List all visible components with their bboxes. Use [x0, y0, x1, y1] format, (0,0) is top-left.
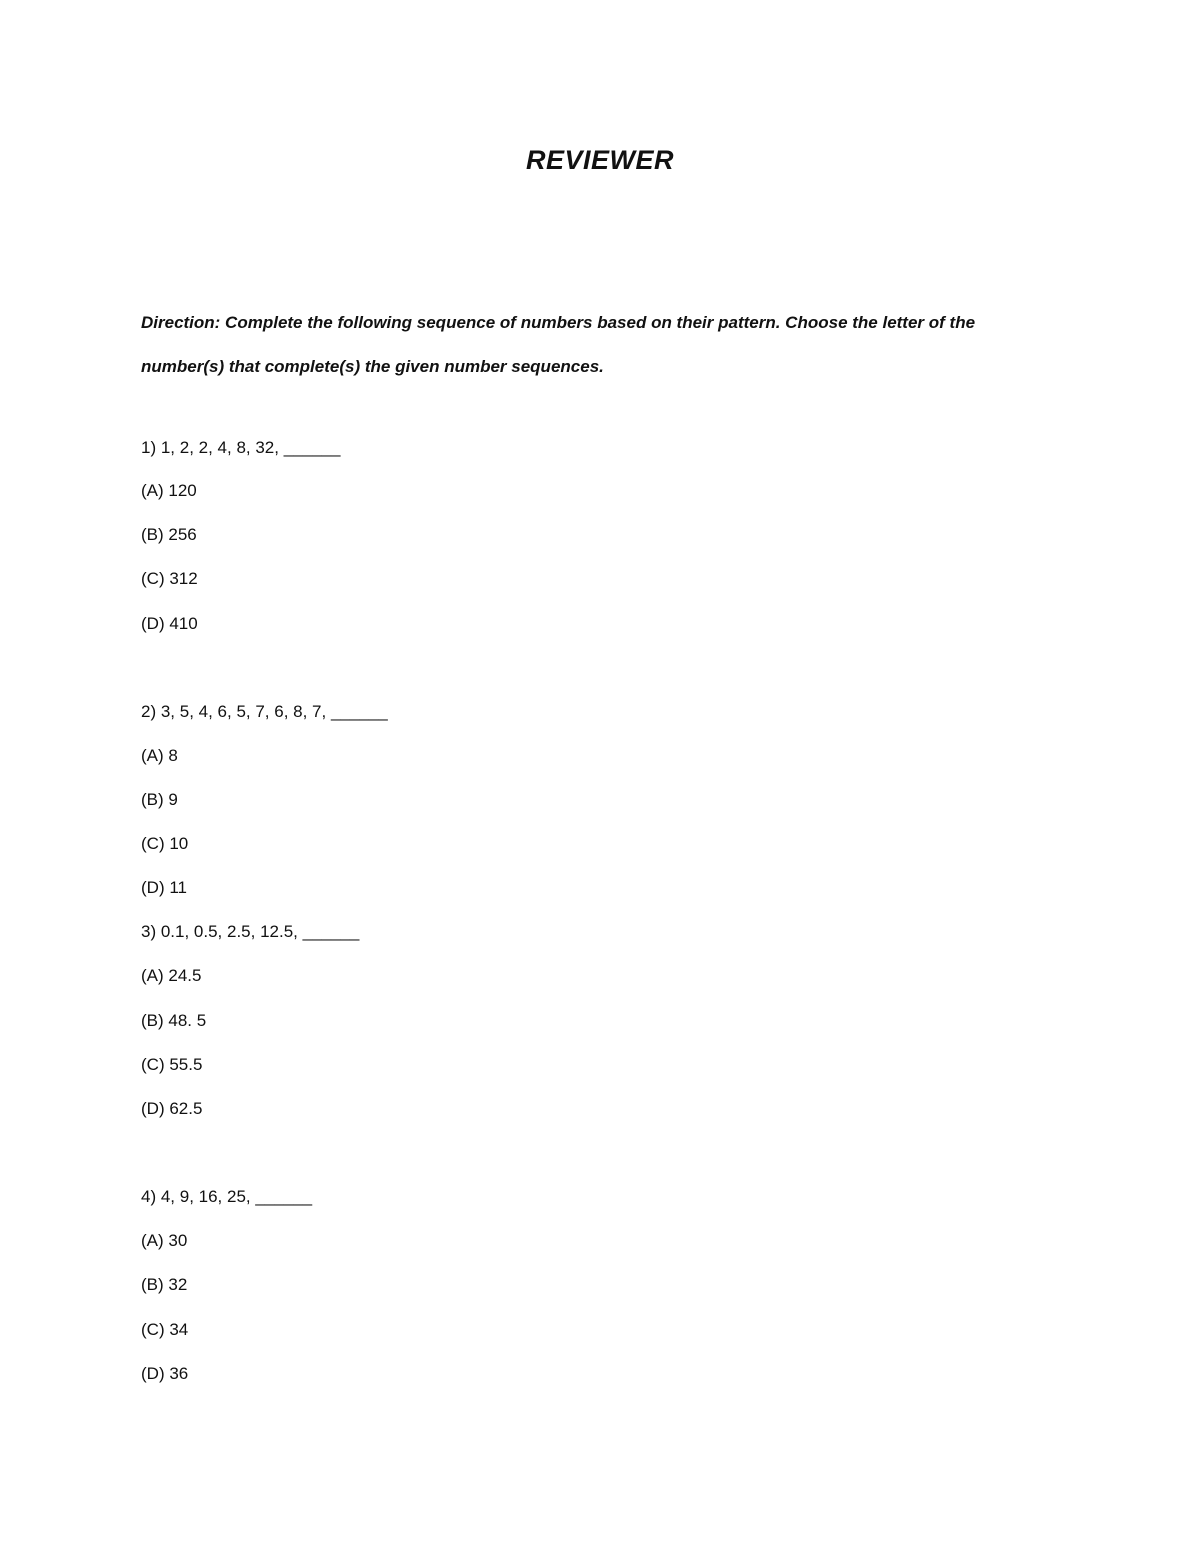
question-4-option-a: (A) 30 [141, 1231, 188, 1250]
question-1-option-d: (D) 410 [141, 614, 198, 633]
question-4-option-d: (D) 36 [141, 1364, 189, 1383]
question-2-option-c: (C) 10 [141, 834, 189, 853]
direction-text: Direction: Complete the following sequence of numbers based on their pattern. Choose the letter of the number(s) that complete(s) the given number sequences. [141, 313, 976, 376]
question-3-option-b: (B) 48. 5 [141, 1011, 207, 1030]
question-2-option-a: (A) 8 [141, 746, 178, 765]
question-3-option-c: (C) 55.5 [141, 1055, 203, 1074]
question-1-stem: 1) 1, 2, 2, 4, 8, 32, ______ [141, 438, 341, 457]
question-2-option-d: (D) 11 [141, 878, 187, 897]
question-3-option-d: (D) 62.5 [141, 1099, 203, 1118]
question-4-option-b: (B) 32 [141, 1275, 188, 1294]
question-1-option-b: (B) 256 [141, 525, 197, 544]
question-4-option-c: (C) 34 [141, 1320, 189, 1339]
question-1-option-c: (C) 312 [141, 569, 198, 588]
question-3-option-a: (A) 24.5 [141, 966, 202, 985]
question-1-option-a: (A) 120 [141, 481, 197, 500]
question-2-option-b: (B) 9 [141, 790, 178, 809]
document-title: REVIEWER [525, 145, 675, 175]
question-3-stem: 3) 0.1, 0.5, 2.5, 12.5, ______ [141, 922, 360, 941]
question-2-stem: 2) 3, 5, 4, 6, 5, 7, 6, 8, 7, ______ [141, 702, 388, 721]
question-4-stem: 4) 4, 9, 16, 25, ______ [141, 1187, 313, 1206]
